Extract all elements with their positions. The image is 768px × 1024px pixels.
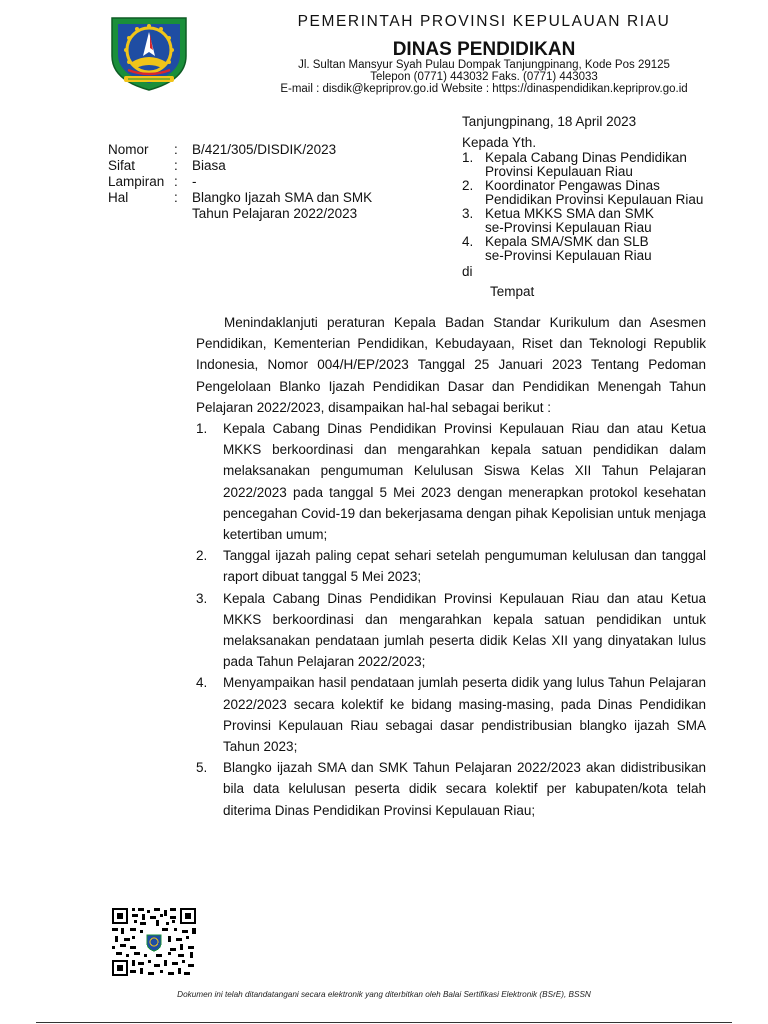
recipient-list [462, 151, 703, 263]
point-text: Kepala Cabang Dinas Pendidikan Provinsi Kepulauan Riau dan atau Ketua MKKS berkoordinasi dan mengarahkan kepala satuan pendidikan untuk melaksanakan pendataan jumlah peserta didik Kelas XII yang dinyatakan lulus pada Tahun Pelajaran 2022/2023; [223, 590, 706, 670]
page-bottom-divider [36, 1022, 732, 1023]
point-text: Tanggal ijazah paling cepat sehari setelah pengumuman kelulusan dan tanggal raport dibuat tanggal 5 Mei 2023; [223, 548, 706, 585]
letter-body [196, 312, 706, 821]
recipient-line: Provinsi Kepulauan Riau [485, 164, 633, 179]
list-item [196, 672, 706, 757]
place-date: Tanjungpinang, 18 April 2023 [462, 114, 637, 129]
letterhead-government: PEMERINTAH PROVINSI KEPULAUAN RIAU [297, 13, 671, 30]
list-number: 2. [196, 548, 208, 564]
meta-label: Lampiran [108, 174, 165, 189]
list-number: 1. [462, 150, 474, 165]
list-number: 3. [462, 206, 474, 221]
meta-label: Hal [108, 190, 129, 205]
recipient-line: Koordinator Pengawas Dinas [485, 178, 660, 193]
meta-row-nomor [108, 142, 372, 158]
list-item [462, 235, 703, 263]
point-text: Menyampaikan hasil pendataan jumlah peserta didik yang lulus Tahun Pelajaran 2022/2023 secara kolektif ke bidang masing-masing, pada Dinas Pendidikan Provinsi Kepulauan Riau sebagai dasar pendistribusian blangko ijazah SMA Tahun 2023; [223, 675, 706, 755]
list-number: 5. [196, 760, 208, 776]
meta-row-lampiran [108, 174, 372, 190]
list-number: 2. [462, 178, 474, 193]
list-item [196, 588, 706, 673]
recipient-line: se-Provinsi Kepulauan Riau [485, 248, 652, 263]
points-list [196, 418, 706, 821]
meta-label: Nomor [108, 142, 149, 157]
meta-colon: : [174, 174, 178, 189]
meta-row-hal-continued [108, 206, 372, 222]
meta-value: Tahun Pelajaran 2022/2023 [192, 206, 358, 221]
letterhead-department: DINAS PENDIDIKAN [392, 39, 576, 60]
meta-value: Blangko Ijazah SMA dan SMK [192, 190, 373, 205]
point-text: Kepala Cabang Dinas Pendidikan Provinsi Kepulauan Riau dan atau Ketua MKKS berkoordinasi dan mengarahkan kepala satuan pendidikan dalam melaksanakan pengumuman Kelulusan Siswa Kelas XII Tahun Pelajaran 2022/2023 pada tanggal 5 Mei 2023 dengan menerapkan protokol kesehatan pencegahan Covid-19 dan bekerjasama dengan pihak Kepolisian untuk menjaga ketertiban umum; [223, 421, 706, 543]
list-number: 1. [196, 421, 208, 437]
meta-value: Biasa [192, 158, 226, 173]
point-text: Blangko ijazah SMA dan SMK Tahun Pelajaran 2022/2023 akan didistribusikan bila data kelulusan peserta didik secara kolektif per kabupaten/kota telah diterima Dinas Pendidikan Provinsi Kepulauan Riau; [223, 760, 706, 818]
recipient-line: Pendidikan Provinsi Kepulauan Riau [485, 192, 704, 207]
meta-value: - [192, 174, 197, 189]
meta-colon: : [174, 158, 178, 173]
letterhead-email-website: E-mail : disdik@kepriprov.go.id Website : https://dinaspendidikan.kepriprov.go.id [280, 83, 688, 95]
letterhead-address: Jl. Sultan Mansyur Syah Pulau Dompak Tanjungpinang, Kode Pos 29125 [298, 59, 670, 71]
meta-row-hal [108, 190, 372, 206]
meta-colon: : [174, 190, 178, 205]
list-item [462, 151, 703, 179]
letterhead-phone: Telepon (0771) 443032 Faks. (0771) 443033 [370, 71, 598, 83]
meta-value: B/421/305/DISDIK/2023 [192, 142, 337, 157]
qr-code-icon [112, 908, 196, 976]
meta-label: Sifat [108, 158, 136, 173]
recipient-line: Kepala SMA/SMK dan SLB [485, 234, 649, 249]
provincial-crest-icon [106, 12, 192, 92]
tempat-label: Tempat [490, 284, 535, 299]
list-number: 4. [462, 234, 474, 249]
recipient-line: Kepala Cabang Dinas Pendidikan [485, 150, 687, 165]
meta-row-sifat [108, 158, 372, 174]
list-number: 3. [196, 590, 208, 606]
letter-meta [108, 142, 372, 222]
list-item [196, 418, 706, 545]
footer-bsre-note: Dokumen ini telah ditandatangani secara elektronik yang diterbitkan oleh Balai Sertifikasi Elektronik (BSrE), BSSN [177, 990, 591, 999]
recipient-line: se-Provinsi Kepulauan Riau [485, 220, 652, 235]
recipient-block [462, 114, 703, 300]
di-label: di [462, 264, 473, 279]
list-item [196, 757, 706, 821]
list-item [462, 207, 703, 235]
intro-paragraph: Menindaklanjuti peraturan Kepala Badan Standar Kurikulum dan Asesmen Pendidikan, Kementerian Pendidikan, Kebudayaan, Riset dan Teknologi Republik Indonesia, Nomor 004/H/EP/2023 Tanggal 25 Januari 2023 Tentang Pedoman Pengelolaan Blanko Ijazah Pendidikan Dasar dan Pendidikan Menengah Tahun Pelajaran 2022/2023, disampaikan hal-hal sebagai berikut : [196, 315, 706, 415]
list-item [462, 179, 703, 207]
salutation: Kepada Yth. [462, 135, 537, 150]
list-item [196, 545, 706, 587]
list-number: 4. [196, 675, 208, 691]
meta-colon: : [174, 142, 178, 157]
recipient-line: Ketua MKKS SMA dan SMK [485, 206, 654, 221]
